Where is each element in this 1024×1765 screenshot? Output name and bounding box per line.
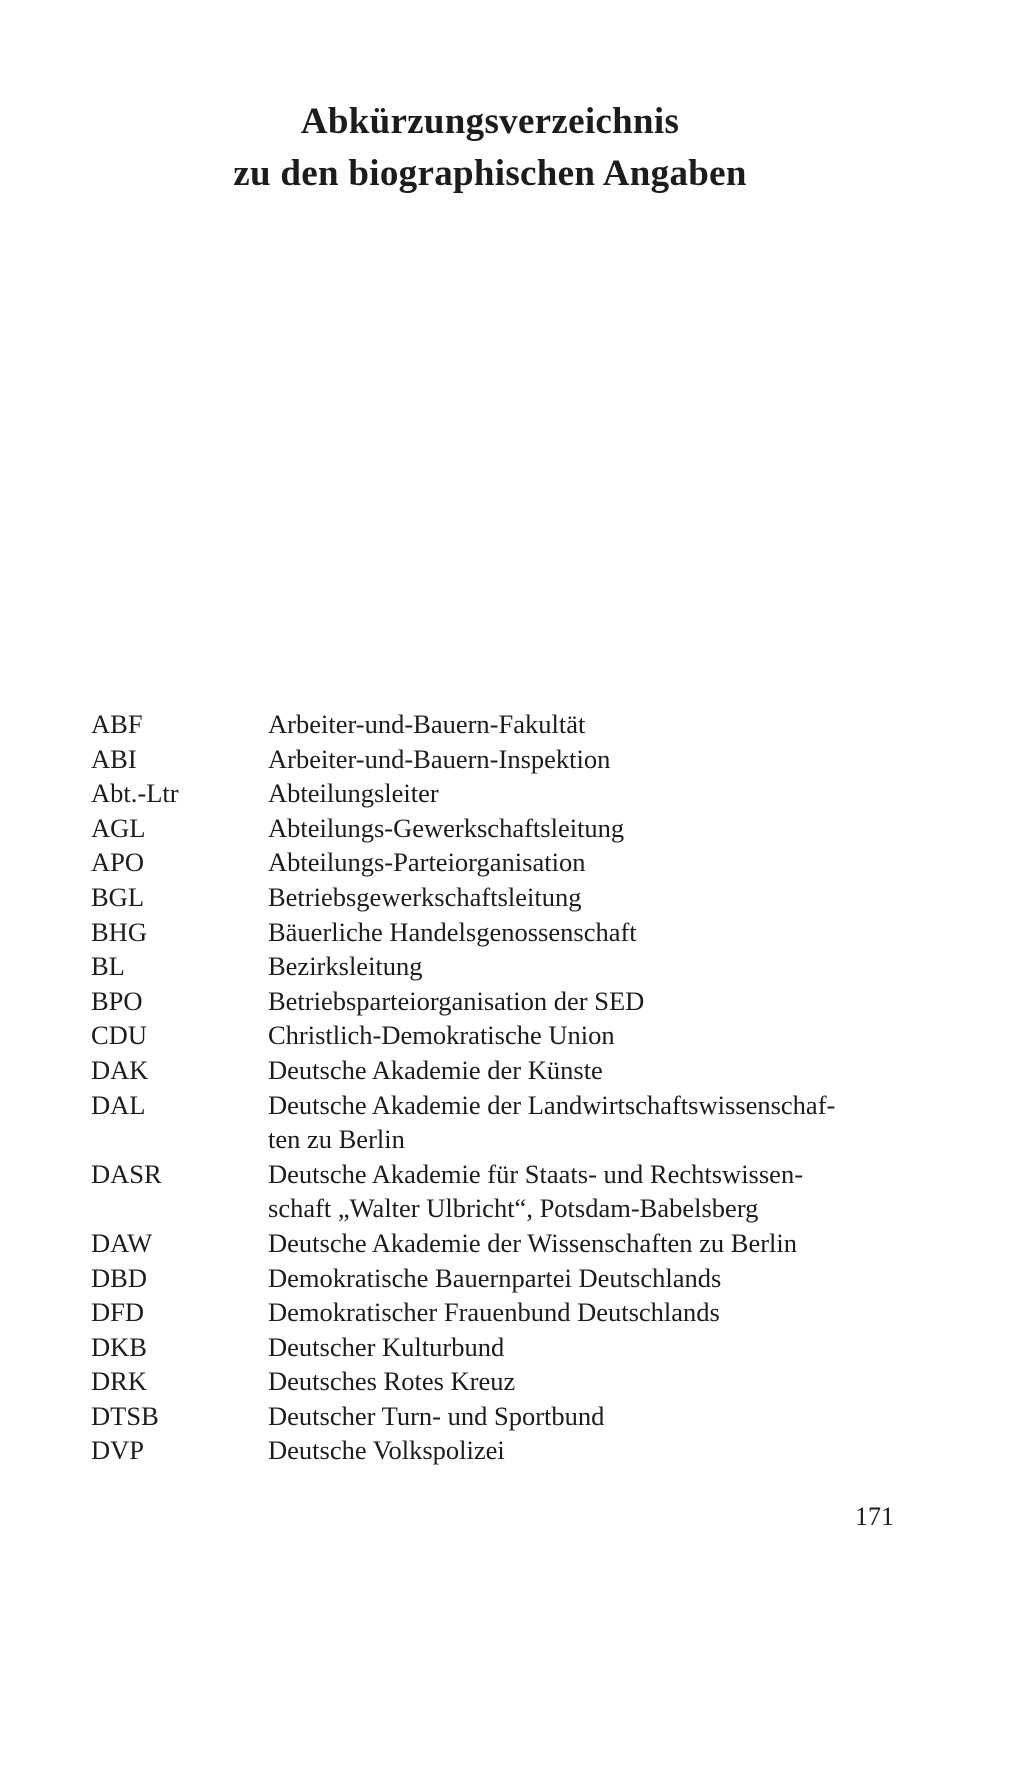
abbreviation: DAW [91, 1227, 153, 1258]
abbreviation: DTSB [91, 1400, 159, 1431]
abbreviation: DVP [91, 1435, 145, 1466]
definition: Deutsche Akademie der Künste [268, 1054, 603, 1085]
definition: Bezirksleitung [268, 951, 423, 982]
entry-dtsb [0, 1399, 1024, 1434]
entry-dfd [0, 1295, 1024, 1330]
definition: Deutsche Akademie der Wissenschaften zu Berlin [268, 1227, 798, 1258]
definition: Betriebsparteiorganisation der SED [268, 985, 645, 1016]
entry-dkb [0, 1330, 1024, 1365]
definition: Demokratische Bauernpartei Deutschlands [268, 1262, 722, 1293]
definition: Abteilungsleiter [268, 778, 439, 809]
title-line-2: zu den biographischen Angaben [233, 153, 747, 194]
abbreviation: ABF [91, 709, 143, 739]
abbreviation-list [0, 707, 1024, 1468]
entry-dak [0, 1053, 1024, 1088]
abbreviation: DAK [91, 1054, 149, 1085]
abbreviation: DASR [91, 1158, 162, 1189]
abbreviation: DAL [91, 1089, 146, 1120]
abbreviation: BGL [91, 881, 144, 912]
definition: Deutsche Volkspolizei [268, 1435, 505, 1466]
entry-dbd [0, 1261, 1024, 1296]
definition: Abteilungs-Gewerkschaftsleitung [268, 812, 625, 843]
abbreviation: DFD [91, 1297, 145, 1328]
definition-line-1: Deutsche Akademie der Landwirtschaftswissenschaf- [268, 1089, 836, 1120]
definition [268, 1088, 880, 1157]
abbreviation: DKB [91, 1331, 147, 1362]
abbreviation: Abt.-Ltr [91, 778, 179, 809]
definition: Bäuerliche Handelsgenossenschaft [268, 916, 637, 947]
entry-daw [0, 1226, 1024, 1261]
entry-dvp [0, 1433, 1024, 1468]
page-number: 171 [855, 1502, 894, 1531]
entry-abt-ltr [0, 776, 1024, 811]
definition: Arbeiter-und-Bauern-Inspektion [268, 743, 611, 774]
entry-bhg [0, 915, 1024, 950]
title-line-1: Abkürzungsverzeichnis [300, 101, 680, 142]
abbreviation: DRK [91, 1366, 147, 1397]
abbreviation: AGL [91, 812, 146, 843]
page-title [0, 96, 980, 200]
entry-dasr [0, 1157, 1024, 1226]
entry-bl [0, 949, 1024, 984]
entry-abf [0, 707, 1024, 742]
entry-bpo [0, 984, 1024, 1019]
abbreviation: BL [91, 951, 125, 982]
abbreviation: DBD [91, 1262, 147, 1293]
entry-bgl [0, 880, 1024, 915]
abbreviation: BPO [91, 985, 143, 1016]
definition: Christlich-Demokratische Union [268, 1020, 615, 1051]
abbreviation: APO [91, 847, 145, 878]
entry-apo [0, 845, 1024, 880]
entry-abi [0, 742, 1024, 777]
definition: Arbeiter-und-Bauern-Fakultät [268, 709, 586, 739]
definition-line-2: ten zu Berlin [268, 1124, 405, 1155]
entry-agl [0, 811, 1024, 846]
abbreviation: BHG [91, 916, 147, 947]
definition: Demokratischer Frauenbund Deutschlands [268, 1297, 720, 1328]
entry-drk [0, 1364, 1024, 1399]
definition-line-2: schaft „Walter Ulbricht“, Potsdam-Babelsberg [268, 1193, 759, 1224]
entry-cdu [0, 1018, 1024, 1053]
definition: Deutsches Rotes Kreuz [268, 1366, 516, 1397]
definition-line-1: Deutsche Akademie für Staats- und Rechtswissen- [268, 1158, 804, 1189]
definition [268, 1157, 880, 1226]
abbreviation: ABI [91, 743, 137, 774]
definition: Deutscher Kulturbund [268, 1331, 505, 1362]
definition: Deutscher Turn- und Sportbund [268, 1400, 605, 1431]
entry-dal [0, 1088, 1024, 1157]
definition: Abteilungs-Parteiorganisation [268, 847, 586, 878]
abbreviation: CDU [91, 1020, 147, 1051]
definition: Betriebsgewerkschaftsleitung [268, 881, 582, 912]
